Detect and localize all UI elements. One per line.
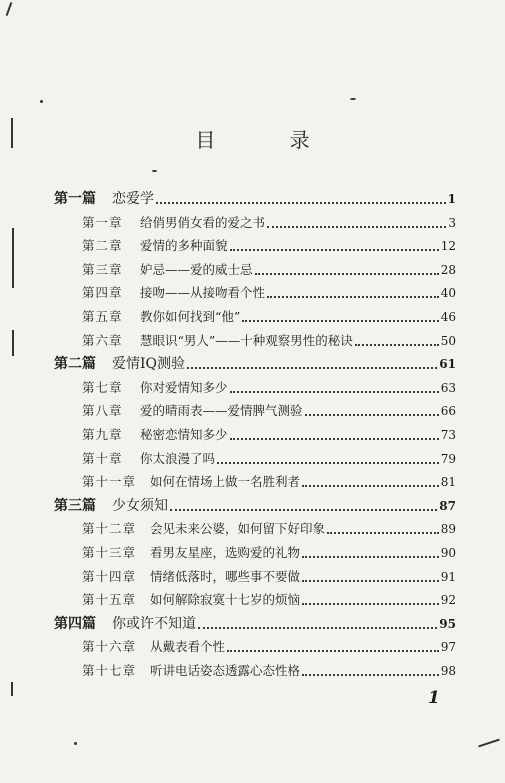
entry-number: 第十七章 [82,663,137,678]
entry-title: 从戴表看个性 [150,639,226,655]
entry-page-number: 1 [447,192,456,206]
entry-page-number: 87 [439,498,456,513]
dot-leader [327,532,439,534]
entry-title: 你太浪漫了吗 [140,450,216,466]
toc-chapter-entry [82,377,456,399]
toc-chapter-entry [82,542,456,564]
toc-chapter-entry [82,636,456,658]
entry-page-number: 61 [439,357,456,372]
entry-title: 爱情IQ测验 [112,356,186,373]
entry-number: 第四篇 [54,615,96,632]
entry-page-number: 28 [440,262,456,277]
entry-number: 第十一章 [82,474,137,490]
entry-title: 会见未来公婆，如何留下好印象 [150,521,326,537]
entry-page-number: 50 [440,333,456,348]
dot-leader [187,367,437,369]
entry-title: 爱情的多种面貌 [140,238,228,254]
toc-chapter-entry [82,235,456,257]
entry-title: 慧眼识“男人”——十种观察男性的秘诀 [140,332,353,348]
dot-leader [230,249,439,251]
entry-title: 爱的晴雨表——爱情脾气测验 [140,403,303,419]
entry-title: 妒忌——爱的威士忌 [140,261,253,277]
dot-leader [302,674,439,676]
toc-chapter-entry [82,589,456,611]
entry-page-number: 40 [440,286,456,301]
entry-number: 第二篇 [54,356,96,373]
dot-leader [305,414,439,416]
entry-page-number: 95 [439,616,456,631]
entry-page-number: 46 [440,310,456,324]
entry-number: 第十章 [82,450,123,466]
toc-chapter-entry [82,518,456,540]
entry-page-number: 12 [440,239,456,254]
entry-page-number: 97 [440,640,456,655]
entry-page-number: 89 [440,522,456,537]
dot-leader [255,273,439,275]
scan-speck [152,170,157,172]
entry-page-number: 79 [440,451,456,466]
entry-page-number: 98 [440,664,456,678]
toc-chapter-entry [82,212,456,234]
toc-chapter-entry [82,424,456,446]
entry-title: 你或许不知道 [112,615,196,632]
entry-number: 第五章 [82,309,123,324]
entry-number: 第十五章 [82,592,137,608]
toc-chapter-entry [82,448,456,470]
scan-mark [12,330,14,356]
entry-title: 给俏男俏女看的爱之书 [140,214,266,230]
entry-number: 第十三章 [82,545,137,560]
entry-page-number: 73 [440,428,456,442]
entry-number: 第二章 [82,238,123,254]
dot-leader [302,556,439,558]
entry-page-number: 66 [440,404,456,419]
scan-mark [478,739,500,748]
dot-leader [267,226,446,228]
toc-part-entry [54,613,456,635]
entry-title: 教你如何找到“他” [140,309,241,324]
entry-number: 第一章 [82,214,123,230]
dot-leader [217,462,439,464]
dot-leader [302,485,439,487]
entry-page-number: 81 [440,475,456,490]
scan-speck [350,98,356,100]
entry-title: 秘密恋情知多少 [140,427,228,442]
entry-page-number: 63 [440,380,456,395]
entry-title: 看男友星座，选购爱的礼物 [150,545,301,560]
entry-page-number: 3 [448,215,456,230]
entry-title: 你对爱情知多少 [140,379,228,395]
entry-number: 第四章 [82,285,123,301]
entry-number: 第三篇 [54,497,96,514]
entry-number: 第三章 [82,261,123,277]
toc-chapter-entry [82,330,456,352]
entry-title: 如何解除寂寞十七岁的烦恼 [150,592,301,608]
page-title: 目 录 [195,128,344,152]
toc-chapter-entry [82,660,456,682]
dot-leader [302,580,439,582]
entry-number: 第七章 [82,379,123,395]
toc-part-entry [54,353,456,375]
toc-chapter-entry [82,259,456,281]
dot-leader [355,344,439,346]
entry-title: 恋爱学 [112,191,154,207]
entry-title: 听讲电话姿态透露心态性格 [150,663,301,678]
scan-mark [11,682,13,696]
dot-leader [170,509,437,511]
dot-leader [198,627,437,629]
entry-page-number: 90 [440,546,456,560]
toc-chapter-entry [82,566,456,588]
dot-leader [302,603,439,605]
scan-speck [74,742,77,745]
entry-number: 第十四章 [82,568,137,584]
toc-chapter-entry [82,282,456,304]
entry-title: 少女须知 [112,497,168,514]
toc-part-entry [54,495,456,517]
entry-page-number: 92 [440,593,456,608]
entry-title: 情绪低落时，哪些事不要做 [150,568,301,584]
dot-leader [156,202,446,204]
entry-number: 第九章 [82,427,123,442]
toc-chapter-entry [82,471,456,493]
dot-leader [230,391,439,393]
entry-number: 第八章 [82,403,123,419]
toc-part-entry [54,188,456,210]
toc-chapter-entry [82,306,456,328]
scan-speck [40,100,43,103]
entry-number: 第十六章 [82,639,137,655]
entry-title: 接吻——从接吻看个性 [140,285,266,301]
dot-leader [242,320,438,322]
dot-leader [230,438,439,440]
scan-mark [12,228,14,288]
entry-title: 如何在情场上做一名胜利者 [150,474,301,490]
scan-mark [6,2,13,16]
entry-number: 第一篇 [54,191,96,207]
dot-leader [227,650,439,652]
dot-leader [267,296,439,298]
entry-page-number: 91 [440,569,456,584]
entry-number: 第六章 [82,332,123,348]
entry-number: 第十二章 [82,521,137,537]
page-number: 1 [428,688,440,708]
toc-chapter-entry [82,400,456,422]
